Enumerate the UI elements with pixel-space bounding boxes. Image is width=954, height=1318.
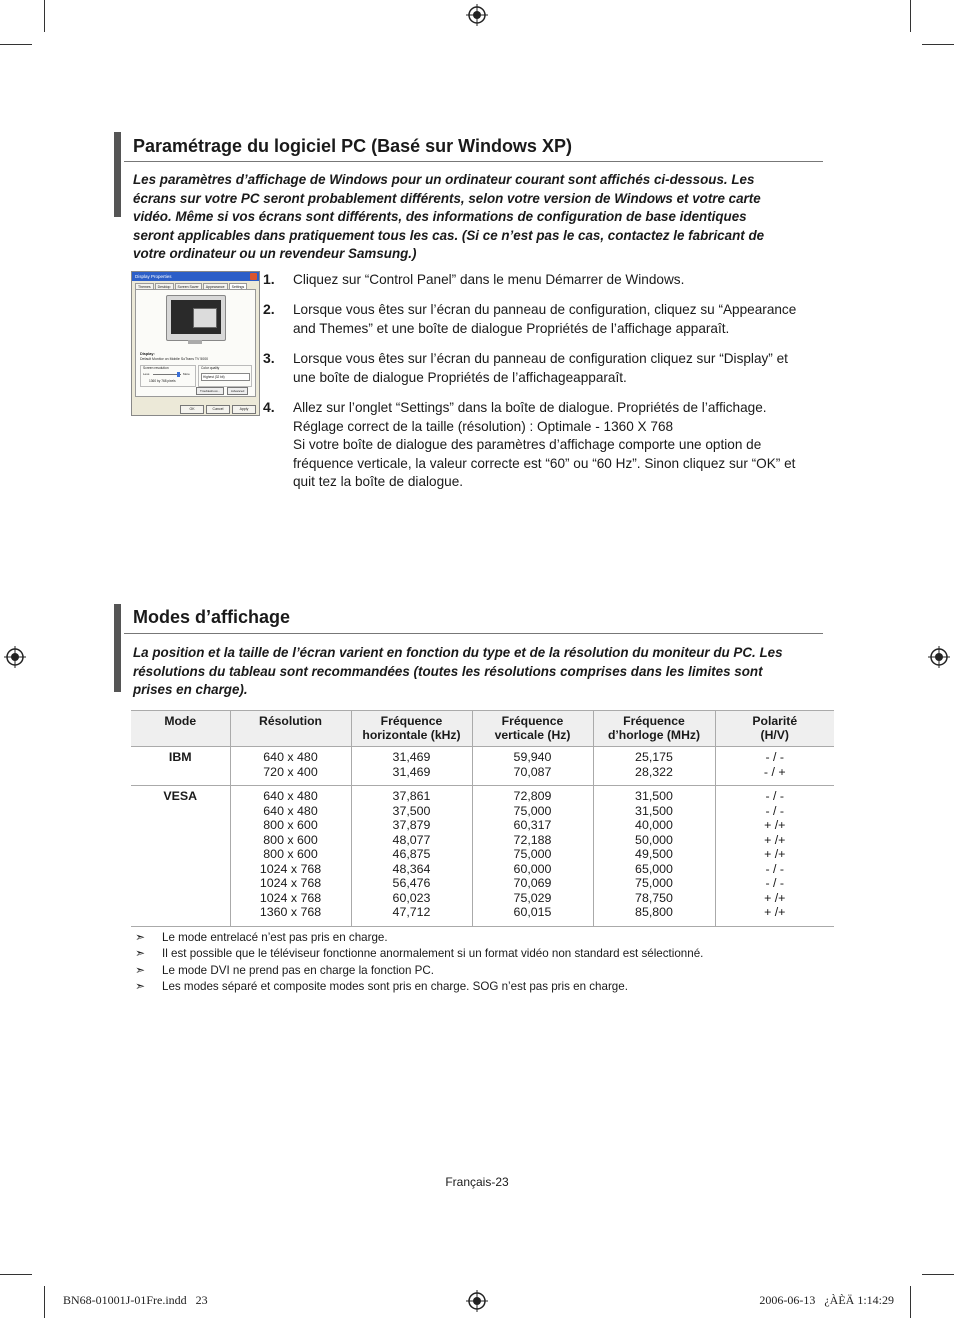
clock-cell: 25,175 28,322 xyxy=(593,747,715,786)
v-freq-cell: 59,940 70,087 xyxy=(472,747,593,786)
header-vertical-frequency: Fréquence verticale (Hz) xyxy=(472,711,593,747)
crop-mark xyxy=(922,1274,954,1275)
dialog-title: Display Properties xyxy=(135,274,172,279)
table-row xyxy=(131,786,834,927)
step-text: Lorsque vous êtes sur l’écran du panneau de configuration, cliquez su “Appearance and Themes” et une boîte de dialogue Propriétés de l’affichage apparaît. xyxy=(293,302,797,336)
crop-mark xyxy=(44,0,45,32)
header-polarity: Polarité (H/V) xyxy=(715,711,834,747)
registration-mark-icon xyxy=(466,4,488,26)
note-item: ➣ Le mode entrelacé n’est pas pris en charge. xyxy=(135,930,388,944)
v-freq-cell: 72,809 75,000 60,317 72,188 75,000 60,000 70,069 75,029 60,015 xyxy=(472,786,593,927)
resolution-cell: 640 x 480 720 x 400 xyxy=(230,747,351,786)
slider-thumb[interactable] xyxy=(177,372,180,377)
step-number: 1. xyxy=(263,271,275,287)
table-row xyxy=(131,747,834,786)
crop-mark xyxy=(44,1286,45,1318)
arrow-bullet-icon: ➣ xyxy=(135,963,146,977)
dialog-panel xyxy=(135,289,256,397)
tab-appearance[interactable]: Appearance xyxy=(203,283,228,291)
arrow-bullet-icon: ➣ xyxy=(135,979,146,993)
close-icon[interactable] xyxy=(250,273,257,280)
step-number: 2. xyxy=(263,301,275,317)
clock-cell: 31,500 31,500 40,000 50,000 49,500 65,000 75,000 78,750 85,800 xyxy=(593,786,715,927)
h-freq-cell: 31,469 31,469 xyxy=(351,747,472,786)
monitor-icon xyxy=(166,295,226,341)
tab-settings[interactable]: Settings xyxy=(229,283,248,291)
polarity-cell: - / - - / + xyxy=(715,747,834,786)
display-value: Default Monitor on Mobile SoTrans TV 5000 xyxy=(140,357,209,361)
step-number: 3. xyxy=(263,350,275,366)
file-slug: BN68-01001J-01Fre.indd 23 xyxy=(63,1293,208,1307)
registration-mark-icon xyxy=(4,646,26,668)
display-label: Display: xyxy=(140,352,155,356)
dialog-titlebar xyxy=(132,272,259,281)
mode-cell: VESA xyxy=(131,786,230,927)
troubleshoot-button[interactable]: Troubleshoot... xyxy=(196,387,224,395)
page-number: Français-23 xyxy=(445,1175,509,1189)
tab-themes[interactable]: Themes xyxy=(135,283,154,291)
section-rule xyxy=(124,161,823,162)
section-title: Paramétrage du logiciel PC (Basé sur Windows XP) xyxy=(133,136,572,156)
polarity-cell: - / - - / - + /+ + /+ + /+ - / - - / - + /+ + /+ xyxy=(715,786,834,927)
crop-mark xyxy=(0,44,32,45)
h-freq-cell: 37,861 37,500 37,879 48,077 46,875 48,364 56,476 60,023 47,712 xyxy=(351,786,472,927)
step-text: Allez sur l’onglet “Settings” dans la boîte de dialogue. Propriétés de l’affichage. Réglage correct de la taille (résolution) : Optimale - 1360 X 768 Si votre boîte de dialogue des paramètres d’affichage comporte une option de fréquence verticale, la valeur correcte est “60” ou “60 Hz”. Sinon cliquez sur “OK” et quit tez la boîte de dialogue. xyxy=(293,400,796,490)
advanced-button[interactable]: Advanced xyxy=(227,387,248,395)
resolution-cell: 640 x 480 640 x 480 800 x 600 800 x 600 800 x 600 1024 x 768 1024 x 768 1024 x 768 1360 x 768 xyxy=(230,786,351,927)
arrow-bullet-icon: ➣ xyxy=(135,930,146,944)
cancel-button[interactable]: Cancel xyxy=(206,405,230,414)
header-mode: Mode xyxy=(131,711,230,747)
crop-mark xyxy=(922,44,954,45)
section-intro: Les paramètres d’affichage de Windows pour un ordinateur courant sont affichés ci-dessous. Les écrans sur votre PC seront probablement différents, selon votre version de Windows et votre carte vidéo. Même si vos écrans sont différents, des informations de configuration de base identiques seront applicables dans pratiquement tous les cas. (Si ce n’est pas le cas, contactez le fabricant de votre ordinateur ou un revendeur Samsung.) xyxy=(133,172,765,262)
section-intro: La position et la taille de l’écran varient en fonction du type et de la résolution du moniteur du PC. Les résolutions du tableau sont recommandées (toutes les résolutions comprises dans les limites sont prises en charge). xyxy=(133,645,783,698)
section-bar xyxy=(114,604,121,692)
resolution-group: Screen resolution Less More 1360 by 768 pixels xyxy=(140,365,196,387)
crop-mark xyxy=(910,0,911,32)
section-title: Modes d’affichage xyxy=(133,607,291,627)
ok-button[interactable]: OK xyxy=(180,405,204,414)
step-text: Cliquez sur “Control Panel” dans le menu Démarrer de Windows. xyxy=(293,272,685,287)
crop-mark xyxy=(0,1274,32,1275)
note-item: ➣ Il est possible que le téléviseur fonctionne anormalement si un format vidéo non standard est sélectionné. xyxy=(135,946,704,960)
header-clock-frequency: Fréquence d’horloge (MHz) xyxy=(593,711,715,747)
tab-screen-saver[interactable]: Screen Saver xyxy=(175,283,202,291)
tab-desktop[interactable]: Desktop xyxy=(155,283,174,291)
registration-mark-icon xyxy=(466,1290,488,1312)
registration-mark-icon xyxy=(928,646,950,668)
display-modes-table xyxy=(131,710,834,927)
crop-mark xyxy=(910,1286,911,1318)
color-quality-group: Color quality Highest (32 bit) xyxy=(198,365,252,387)
date-slug: 2006-06-13 ¿ÀÈÄ 1:14:29 xyxy=(759,1293,894,1307)
table-header-row xyxy=(131,711,834,747)
note-item: ➣ Les modes séparé et composite modes sont pris en charge. SOG n’est pas pris en charge. xyxy=(135,979,628,993)
mode-cell: IBM xyxy=(131,747,230,786)
color-quality-select[interactable]: Highest (32 bit) xyxy=(201,373,250,381)
note-item: ➣ Le mode DVI ne prend pas en charge la fonction PC. xyxy=(135,963,434,977)
section-bar xyxy=(114,132,121,217)
step-text: Lorsque vous êtes sur l’écran du panneau de configuration cliquez sur “Display” et une boîte de dialogue Propriétés de l’affichageapparaît. xyxy=(293,351,788,385)
apply-button[interactable]: Apply xyxy=(232,405,256,414)
header-resolution: Résolution xyxy=(230,711,351,747)
arrow-bullet-icon: ➣ xyxy=(135,946,146,960)
step-number: 4. xyxy=(263,399,275,415)
display-properties-screenshot xyxy=(131,271,260,416)
header-horizontal-frequency: Fréquence horizontale (kHz) xyxy=(351,711,472,747)
section-rule xyxy=(124,633,823,634)
